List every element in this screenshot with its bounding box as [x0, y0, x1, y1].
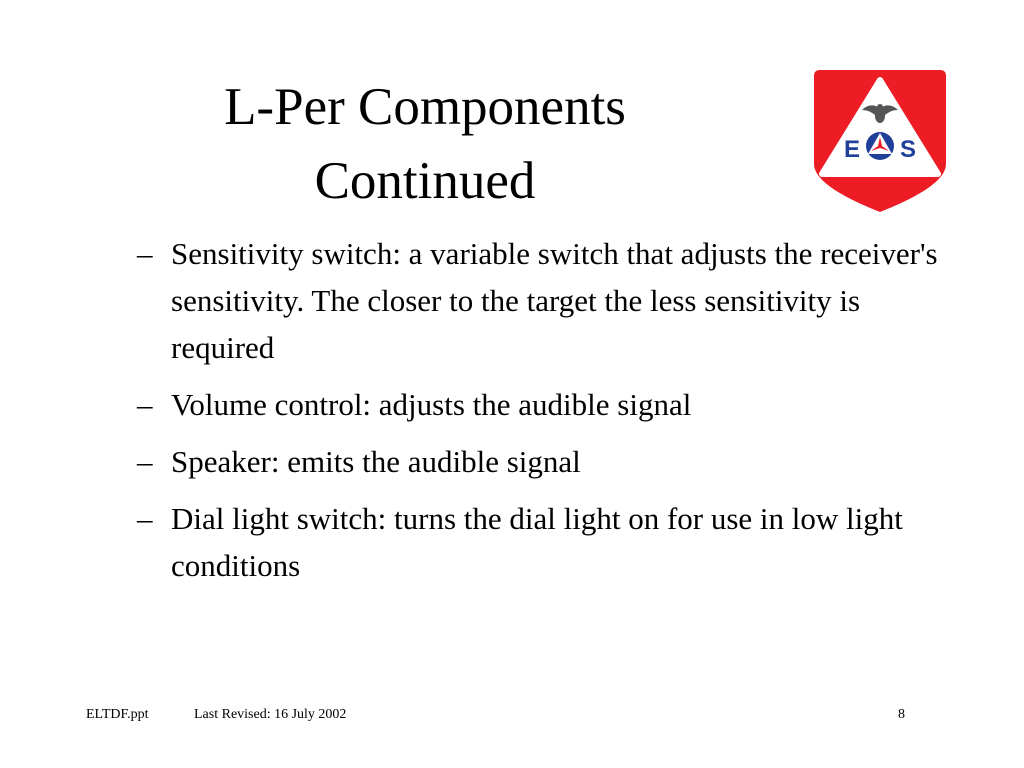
- bullet-text: Volume control: adjusts the audible signal: [171, 387, 692, 422]
- footer-page-number: 8: [898, 707, 905, 722]
- dash-bullet-icon: –: [137, 236, 153, 271]
- footer-revised-date: Last Revised: 16 July 2002: [194, 707, 347, 722]
- slide-title-line-2: Continued: [314, 152, 536, 211]
- list-item: [125, 495, 955, 589]
- bullet-text: Sensitivity switch: a variable switch that adjusts the receiver's sensitivity. The closer to the target the less sensitivity is required: [171, 236, 938, 365]
- dash-bullet-icon: –: [137, 387, 153, 422]
- list-item: [125, 230, 955, 371]
- dash-bullet-icon: –: [137, 444, 153, 479]
- bullet-text: Dial light switch: turns the dial light on for use in low light conditions: [171, 501, 903, 583]
- bullet-list: [125, 230, 955, 599]
- logo-letter-e: E: [843, 136, 861, 163]
- logo-letter-s: S: [899, 136, 917, 163]
- list-item: [125, 381, 955, 428]
- bullet-text: Speaker: emits the audible signal: [171, 444, 581, 479]
- ces-shield-logo-icon: [810, 66, 950, 214]
- slide-title: [170, 70, 680, 218]
- list-item: [125, 438, 955, 485]
- slide-title-line-1: L-Per Components: [224, 78, 626, 136]
- dash-bullet-icon: –: [137, 501, 153, 536]
- footer-filename: ELTDF.ppt: [86, 707, 149, 722]
